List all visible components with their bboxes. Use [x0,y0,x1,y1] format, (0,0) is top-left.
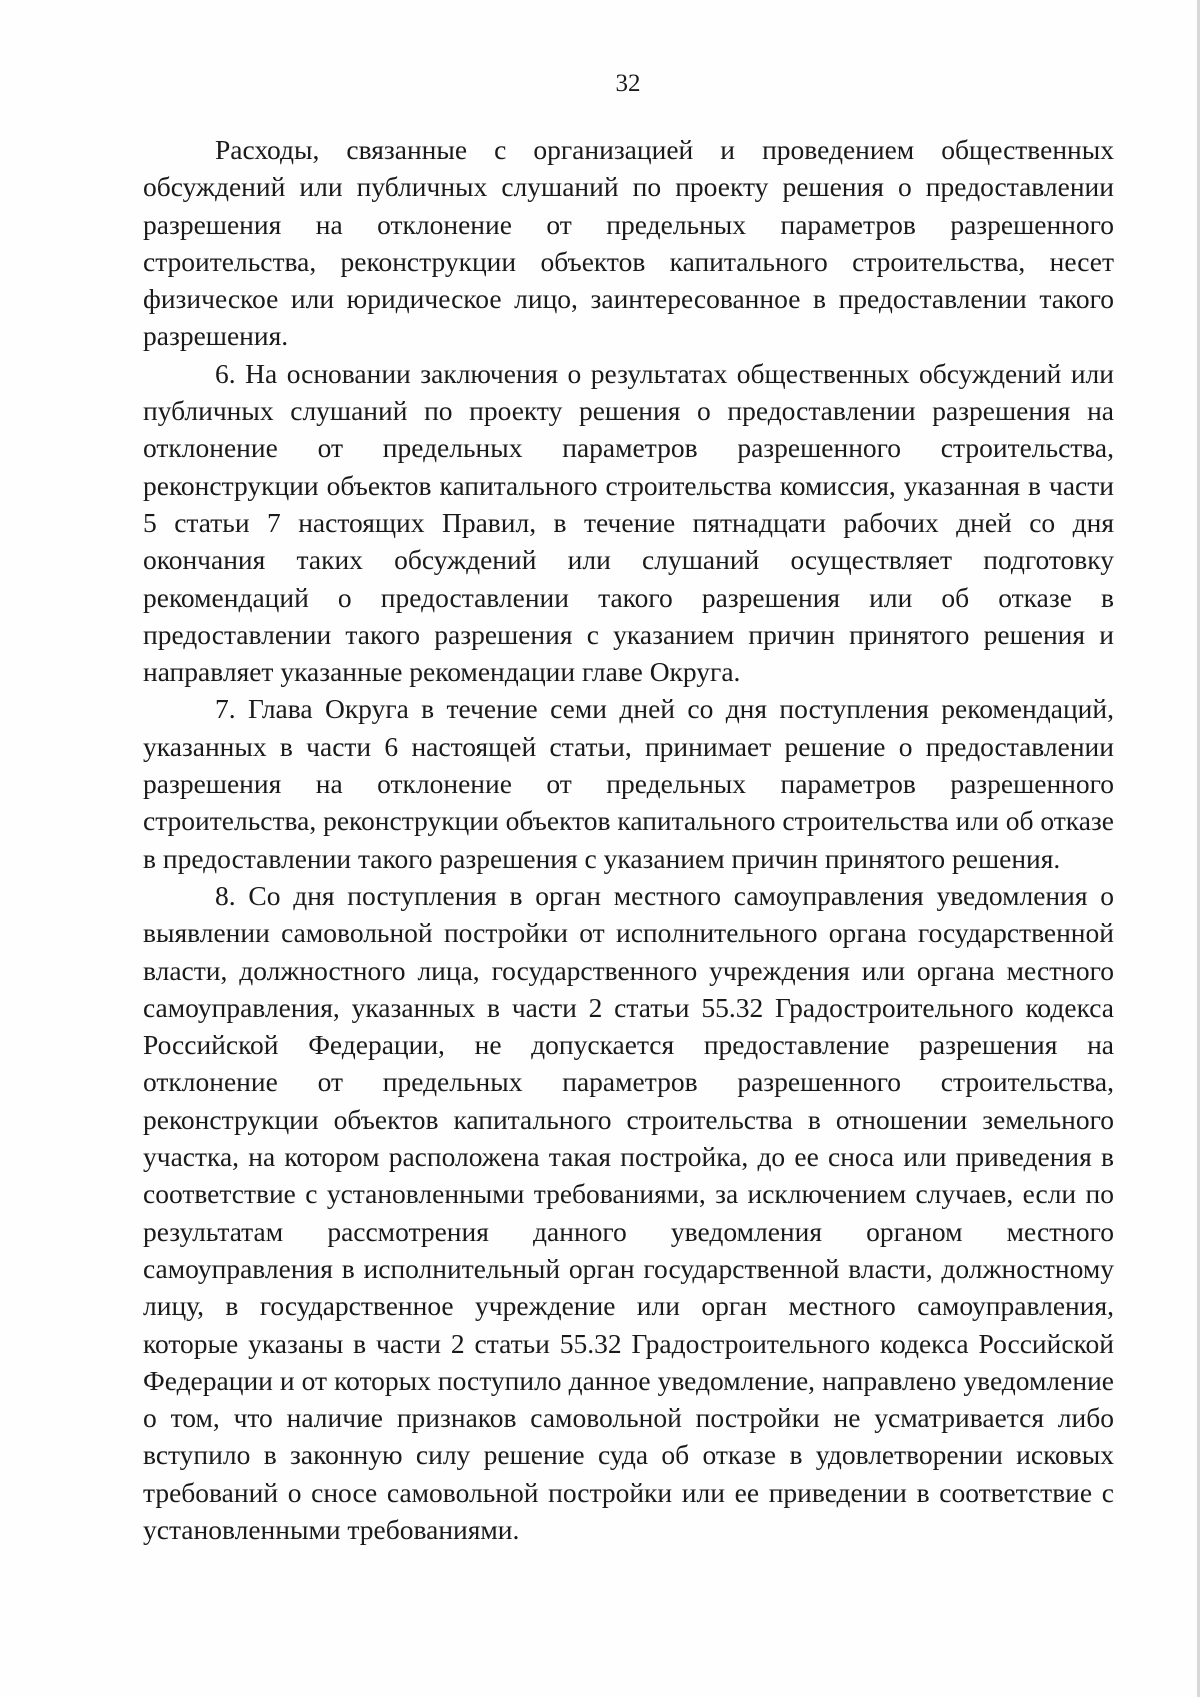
paragraph-6: 6. На основании заключения о результатах общественных обсуждений или публичных слушаний по проекту решения о предоставлении разрешения на отклонение от предельных параметров разрешенного строительства, реконструкции объектов капитального строительства комиссия, указанная в части 5 статьи 7 настоящих Правил, в течение пятнадцати рабочих дней со дня окончания таких обсуждений или слушаний осуществляет подготовку рекомендаций о предоставлении такого разрешения или об отказе в предоставлении такого разрешения с указанием причин принятого решения и направляет указанные рекомендации главе Округа. [143,357,1114,688]
paragraph-7: 7. Глава Округа в течение семи дней со дня поступления рекомендаций, указанных в части 6 настоящей статьи, принимает решение о предоставлении разрешения на отклонение от предельных параметров разрешенного строительства, реконструкции объектов капитального строительства или об отказе в предоставлении такого разрешения с указанием причин принятого решения. [143,693,1114,874]
page-number: 32 [615,70,641,97]
paragraph-expenses: Расходы, связанные с организацией и проведением общественных обсуждений или публичных слушаний по проекту решения о предоставлении разрешения на отклонение от предельных параметров разрешенного строительства, реконструкции объектов капитального строительства, несет физическое или юридическое лицо, заинтересованное в предоставлении такого разрешения. [143,134,1114,352]
paragraph-8: 8. Со дня поступления в орган местного самоуправления уведомления о выявлении самовольной постройки от исполнительного органа государственной власти, должностного лица, государственного учреждения или органа местного самоуправления, указанных в части 2 статьи 55.32 Градостроительного кодекса Российской Федерации, не допускается предоставление разрешения на отклонение от предельных параметров разрешенного строительства, реконструкции объектов капитального строительства в отношении земельного участка, на котором расположена такая постройка, до ее сноса или приведения в соответствие с установленными требованиями, за исключением случаев, если по результатам рассмотрения данного уведомления органом местного самоуправления в исполнительный орган государственной власти, должностному лицу, в государственное учреждение или орган местного самоуправления, которые указаны в части 2 статьи 55.32 Градостроительного кодекса Российской Федерации и от которых поступило данное уведомление, направлено уведомление о том, что наличие признаков самовольной постройки не усматривается либо вступило в законную силу решение суда об отказе в удовлетворении исковых требований о сносе самовольной постройки или ее приведении в соответствие с установленными требованиями. [143,879,1114,1545]
document-body [143,131,1114,1548]
